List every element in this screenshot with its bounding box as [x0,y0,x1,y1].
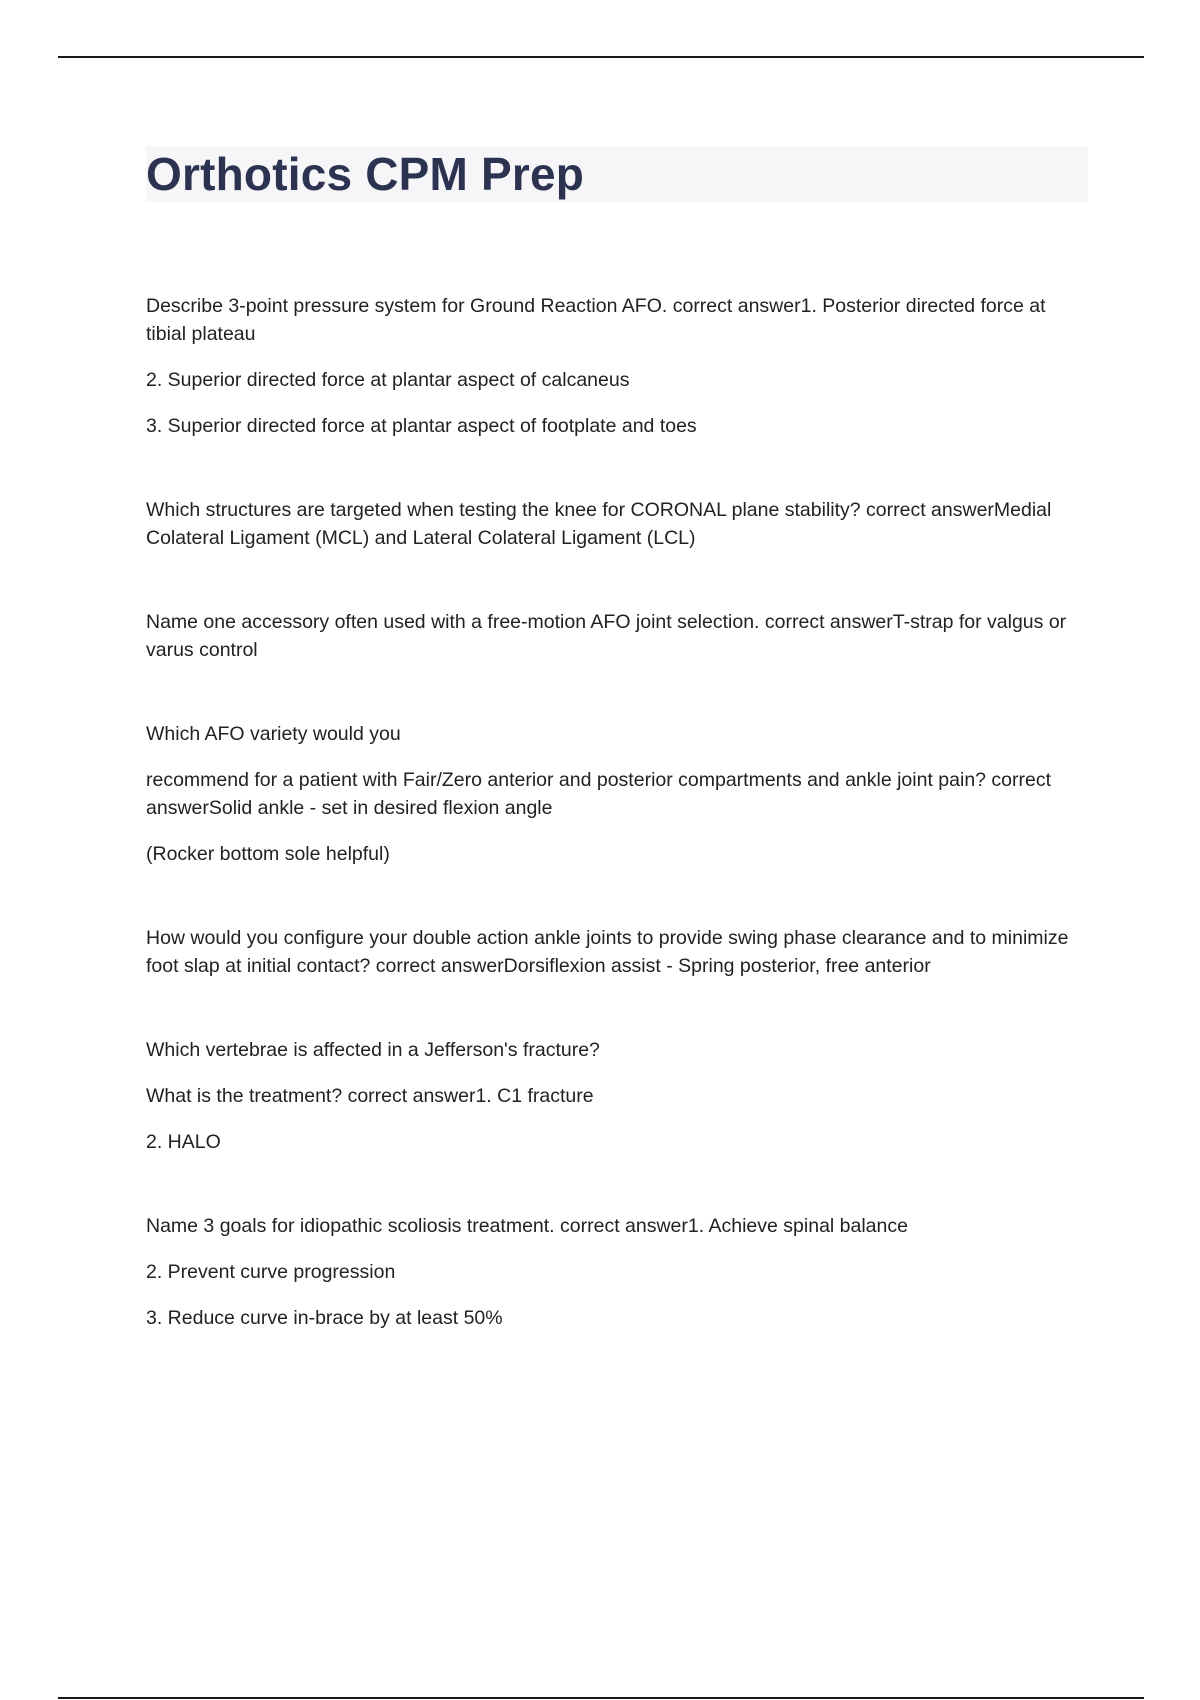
question-block [146,608,1086,664]
question-text: Which structures are targeted when testing the knee for CORONAL plane stability? correct answerMedial Colateral Ligament (MCL) and Lateral Colateral Ligament (LCL) [146,499,1052,549]
answer-line: 3. Superior directed force at plantar aspect of footplate and toes [146,415,697,437]
question-text: Describe 3-point pressure system for Ground Reaction AFO. correct answer1. Posterior directed force at tibial plateau [146,295,1046,345]
question-block [146,720,1086,868]
top-divider [58,56,1144,58]
question-block [146,924,1086,980]
question-block [146,1036,1086,1156]
question-text: Name one accessory often used with a free-motion AFO joint selection. correct answerT-strap for valgus or varus control [146,611,1067,661]
answer-line: 3. Reduce curve in-brace by at least 50% [146,1307,503,1329]
question-text: Which vertebrae is affected in a Jefferson's fracture? [146,1039,600,1061]
bottom-divider [58,1697,1144,1699]
question-text: recommend for a patient with Fair/Zero anterior and posterior compartments and ankle joint pain? correct answerSolid ankle - set in desired flexion angle [146,769,1052,819]
answer-line: (Rocker bottom sole helpful) [146,843,390,865]
page-title: Orthotics CPM Prep [146,148,585,200]
question-list [146,292,1086,1388]
question-text: How would you configure your double action ankle joints to provide swing phase clearance and to minimize foot slap at initial contact? correct answerDorsiflexion assist - Spring posterior, free anterior [146,927,1069,977]
question-block [146,1212,1086,1332]
question-block [146,292,1086,440]
question-block [146,496,1086,552]
question-text: Which AFO variety would you [146,723,401,745]
answer-line: 2. Superior directed force at plantar aspect of calcaneus [146,369,630,391]
question-text: What is the treatment? correct answer1. C1 fracture [146,1085,594,1107]
question-text: Name 3 goals for idiopathic scoliosis treatment. correct answer1. Achieve spinal balance [146,1215,908,1237]
answer-line: 2. Prevent curve progression [146,1261,396,1283]
answer-line: 2. HALO [146,1131,221,1153]
